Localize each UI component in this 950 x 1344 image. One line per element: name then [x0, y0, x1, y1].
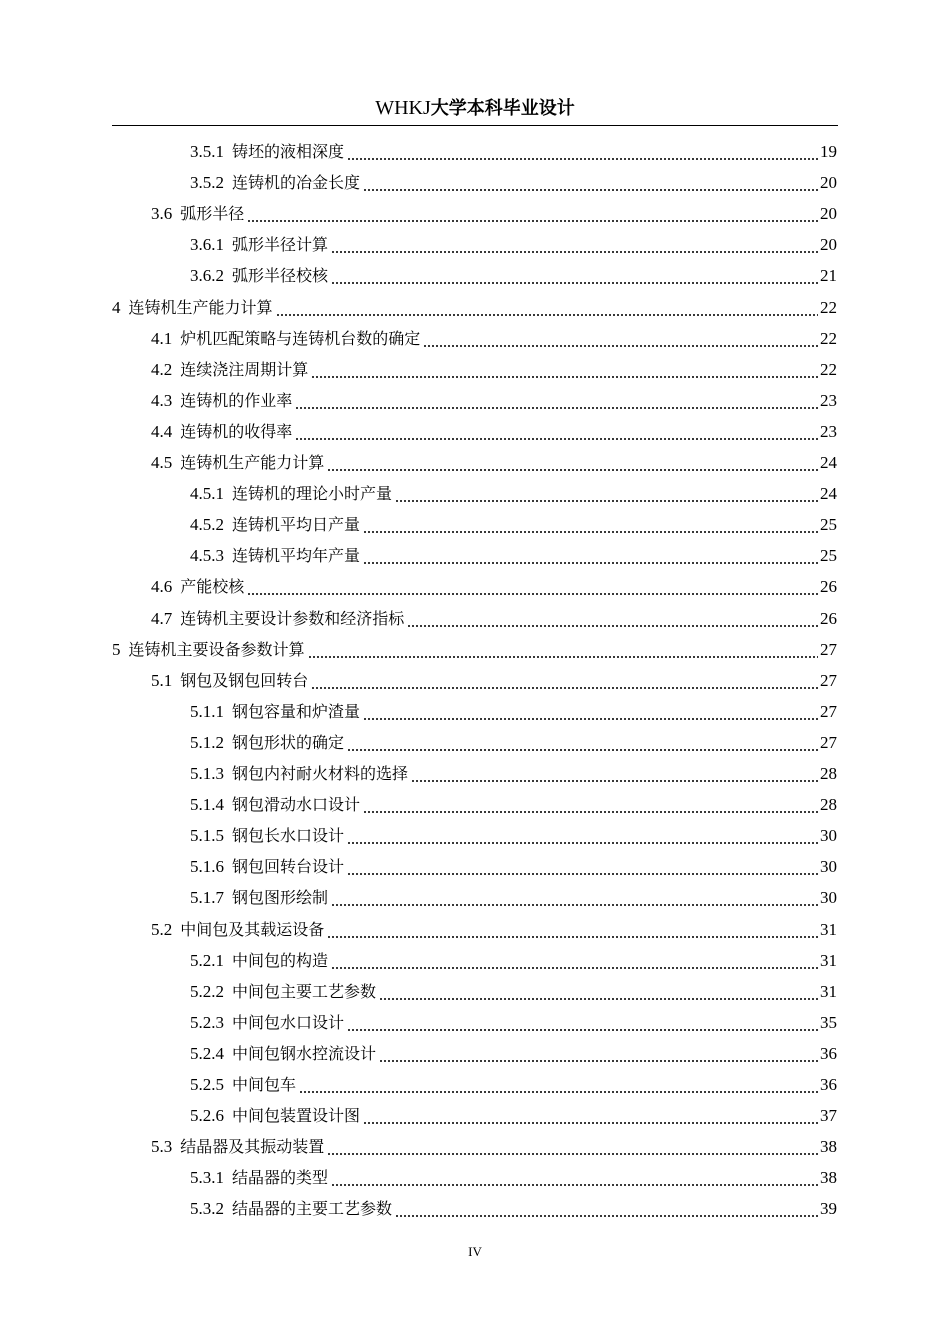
- toc-entry[interactable]: [190, 1073, 837, 1097]
- toc-entry[interactable]: [190, 762, 837, 786]
- toc-entry-page: 23: [820, 421, 837, 441]
- toc-dot-leader: [347, 140, 818, 164]
- toc-entry-page: 38: [820, 1137, 837, 1157]
- toc-dot-leader: [311, 358, 818, 382]
- toc-entry-page: 30: [820, 857, 837, 877]
- toc-entry-page: 38: [820, 1168, 837, 1188]
- toc-entry-page: 27: [820, 732, 837, 752]
- toc-dot-leader: [347, 731, 818, 755]
- toc-entry-number: 3.5.2: [190, 173, 224, 193]
- toc-entry-title: 连铸机主要设备参数计算: [128, 639, 305, 659]
- toc-entry[interactable]: [190, 949, 837, 973]
- toc-entry-page: 21: [820, 266, 837, 286]
- toc-entry-title: 连铸机的收得率: [180, 421, 293, 441]
- toc-entry-number: 5.2.6: [190, 1106, 224, 1126]
- toc-entry[interactable]: [190, 1011, 837, 1035]
- toc-entry-page: 28: [820, 795, 837, 815]
- toc-dot-leader: [295, 389, 818, 413]
- page-number: IV: [468, 1244, 482, 1259]
- toc-entry-number: 3.6: [151, 204, 173, 224]
- toc-entry-title: 钢包滑动水口设计: [232, 795, 361, 815]
- toc-entry[interactable]: [151, 327, 837, 351]
- toc-entry-number: 5.1: [151, 670, 173, 690]
- toc-entry-page: 30: [820, 888, 837, 908]
- toc-entry-number: 4.1: [151, 328, 173, 348]
- toc-dot-leader: [299, 1073, 818, 1097]
- toc-dot-leader: [331, 1166, 818, 1190]
- toc-dot-leader: [331, 886, 818, 910]
- toc-entry-page: 35: [820, 1012, 837, 1032]
- toc-dot-leader: [247, 575, 818, 599]
- toc-entry[interactable]: [190, 264, 837, 288]
- toc-entry-number: 4.7: [151, 608, 173, 628]
- page-header: [0, 96, 950, 121]
- toc-entry-number: 3.6.2: [190, 266, 224, 286]
- toc-entry-number: 5: [112, 639, 121, 659]
- toc-entry-title: 产能校核: [180, 577, 245, 597]
- toc-entry-title: 钢包内衬耐火材料的选择: [232, 764, 409, 783]
- toc-dot-leader: [363, 700, 818, 724]
- toc-entry-page: 36: [820, 1043, 837, 1063]
- toc-entry-page: 31: [820, 950, 837, 970]
- toc-entry[interactable]: [190, 1197, 837, 1221]
- toc-entry[interactable]: [190, 482, 837, 506]
- toc-entry-page: 22: [820, 328, 837, 348]
- toc-entry-title: 弧形半径: [180, 204, 245, 224]
- toc-entry-page: 36: [820, 1075, 837, 1094]
- header-school-code: WHKJ: [375, 97, 431, 119]
- toc-dot-leader: [395, 482, 818, 506]
- toc-entry-number: 5.1.1: [190, 701, 224, 721]
- toc-entry-page: 25: [820, 515, 837, 535]
- toc-dot-leader: [308, 638, 818, 662]
- toc-entry[interactable]: [151, 389, 837, 413]
- toc-entry-number: 5.2.2: [190, 981, 224, 1001]
- toc-entry[interactable]: [151, 202, 837, 226]
- toc-entry-page: 20: [820, 235, 837, 255]
- toc-entry-title: 结晶器的类型: [232, 1168, 329, 1188]
- toc-entry[interactable]: [190, 700, 837, 724]
- toc-dot-leader: [295, 420, 818, 444]
- toc-entry-title: 中间包的构造: [232, 950, 329, 970]
- toc-entry[interactable]: [151, 669, 837, 693]
- toc-entry-number: 3.6.1: [190, 235, 224, 255]
- toc-entry-page: 24: [820, 484, 837, 504]
- toc-entry-page: 37: [820, 1106, 837, 1126]
- toc-entry-page: 19: [820, 142, 837, 161]
- toc-entry[interactable]: [190, 171, 837, 195]
- toc-dot-leader: [363, 171, 818, 195]
- toc-entry-number: 5.1.7: [190, 888, 224, 908]
- toc-entry-page: 39: [820, 1199, 837, 1219]
- toc-entry-number: 5.1.2: [190, 732, 224, 752]
- toc-entry-title: 炉机匹配策略与连铸机台数的确定: [180, 328, 421, 348]
- toc-entry[interactable]: [151, 1135, 837, 1159]
- toc-dot-leader: [311, 669, 818, 693]
- toc-entry-title: 钢包容量和炉渣量: [232, 701, 361, 721]
- toc-entry-page: 30: [820, 826, 837, 846]
- toc-entry[interactable]: [190, 793, 837, 817]
- toc-entry-page: 27: [820, 701, 837, 721]
- toc-entry-title: 钢包形状的确定: [232, 732, 345, 752]
- toc-entry-number: 5.1.5: [190, 826, 224, 846]
- toc-dot-leader: [276, 296, 818, 320]
- toc-entry-number: 4.3: [151, 390, 173, 410]
- toc-entry-title: 结晶器及其振动装置: [180, 1137, 325, 1157]
- toc-entry[interactable]: [190, 1104, 837, 1128]
- toc-entry-page: 24: [820, 453, 837, 472]
- toc-dot-leader: [347, 855, 818, 879]
- header-title: 大学本科毕业设计: [430, 98, 575, 119]
- toc-entry-title: 中间包钢水控流设计: [232, 1043, 377, 1063]
- toc-entry-title: 钢包回转台设计: [232, 857, 345, 877]
- toc-entry-number: 5.2.4: [190, 1043, 224, 1063]
- toc-entry-number: 5.2.3: [190, 1012, 224, 1032]
- toc-dot-leader: [327, 1135, 818, 1159]
- toc-entry[interactable]: [190, 233, 837, 257]
- toc-entry-number: 5.1.3: [190, 764, 224, 783]
- toc-dot-leader: [347, 1011, 818, 1035]
- toc-entry-number: 4.5.2: [190, 515, 224, 535]
- toc-entry-page: 22: [820, 297, 837, 317]
- toc-dot-leader: [363, 544, 818, 568]
- toc-entry-title: 连铸机的作业率: [180, 390, 293, 410]
- toc-entry-title: 连铸机生产能力计算: [180, 453, 325, 472]
- toc-dot-leader: [379, 980, 818, 1004]
- toc-entry[interactable]: [190, 980, 837, 1004]
- toc-entry[interactable]: [151, 420, 837, 444]
- toc-entry-number: 5.2: [151, 919, 173, 939]
- toc-entry-page: 20: [820, 173, 837, 193]
- toc-entry-page: 20: [820, 204, 837, 224]
- toc-entry[interactable]: [112, 296, 837, 320]
- toc-entry-title: 中间包水口设计: [232, 1012, 345, 1032]
- toc-dot-leader: [407, 607, 818, 631]
- toc-entry[interactable]: [190, 513, 837, 537]
- toc-entry[interactable]: [190, 1042, 837, 1066]
- toc-dot-leader: [347, 824, 818, 848]
- toc-entry[interactable]: [190, 886, 837, 910]
- toc-dot-leader: [363, 793, 818, 817]
- toc-entry-title: 弧形半径校核: [232, 266, 329, 286]
- toc-entry-number: 4.6: [151, 577, 173, 597]
- toc-entry-title: 连铸机主要设计参数和经济指标: [180, 608, 405, 628]
- header-rule: [112, 125, 838, 126]
- toc-entry[interactable]: [190, 544, 837, 568]
- toc-dot-leader: [423, 327, 818, 351]
- toc-entry-title: 结晶器的主要工艺参数: [232, 1199, 393, 1219]
- toc-entry-number: 5.1.6: [190, 857, 224, 877]
- toc-entry-title: 连铸机的冶金长度: [232, 173, 361, 193]
- toc-entry[interactable]: [190, 731, 837, 755]
- toc-dot-leader: [395, 1197, 818, 1221]
- toc-entry-page: 27: [820, 670, 837, 690]
- toc-entry-page: 31: [820, 919, 837, 939]
- toc-entry-number: 5.1.4: [190, 795, 224, 815]
- toc-entry-title: 连铸机平均年产量: [232, 546, 361, 566]
- toc-dot-leader: [331, 233, 818, 257]
- toc-dot-leader: [363, 1104, 818, 1128]
- toc-entry-title: 中间包装置设计图: [232, 1106, 361, 1126]
- toc-entry-page: 27: [820, 639, 837, 659]
- toc-dot-leader: [327, 918, 818, 942]
- toc-entry-number: 5.3.1: [190, 1168, 224, 1188]
- toc-entry-title: 中间包主要工艺参数: [232, 981, 377, 1001]
- toc-entry-page: 22: [820, 359, 837, 379]
- toc-entry-number: 4.5.3: [190, 546, 224, 566]
- toc-entry-page: 31: [820, 981, 837, 1001]
- toc-entry[interactable]: [190, 824, 837, 848]
- toc-dot-leader: [379, 1042, 818, 1066]
- toc-entry-number: 5.2.1: [190, 950, 224, 970]
- toc-entry-number: 5.3: [151, 1137, 173, 1157]
- toc-dot-leader: [363, 513, 818, 537]
- toc-entry-title: 铸坯的液相深度: [232, 142, 345, 161]
- toc-entry-number: 4.5: [151, 453, 173, 472]
- toc-dot-leader: [247, 202, 818, 226]
- toc-entry-title: 连铸机的理论小时产量: [232, 484, 393, 504]
- toc-entry-number: 4.2: [151, 359, 173, 379]
- toc-entry[interactable]: [151, 451, 837, 475]
- toc-entry-title: 钢包图形绘制: [232, 888, 329, 908]
- toc-entry-number: 5.3.2: [190, 1199, 224, 1219]
- toc-dot-leader: [327, 451, 818, 475]
- toc-entry-title: 连铸机平均日产量: [232, 515, 361, 535]
- toc-entry-title: 钢包长水口设计: [232, 826, 345, 846]
- toc-entry-title: 钢包及钢包回转台: [180, 670, 309, 690]
- toc-entry-number: 3.5.1: [190, 142, 224, 161]
- toc-entry[interactable]: [190, 1166, 837, 1190]
- toc-entry-title: 连续浇注周期计算: [180, 359, 309, 379]
- toc-entry[interactable]: [112, 638, 837, 662]
- toc-entry-title: 弧形半径计算: [232, 235, 329, 255]
- toc-dot-leader: [411, 762, 818, 786]
- toc-entry[interactable]: [151, 358, 837, 382]
- toc-dot-leader: [331, 949, 818, 973]
- toc-entry[interactable]: [151, 918, 837, 942]
- toc-dot-leader: [331, 264, 818, 288]
- toc-entry[interactable]: [151, 575, 837, 599]
- toc-entry-page: 26: [820, 577, 837, 597]
- toc-entry-page: 28: [820, 764, 837, 783]
- toc-entry-number: 4: [112, 297, 121, 317]
- toc-entry-title: 中间包及其载运设备: [180, 919, 325, 939]
- toc-entry-number: 4.5.1: [190, 484, 224, 504]
- toc-entry[interactable]: [190, 855, 837, 879]
- toc-entry[interactable]: [151, 607, 837, 631]
- toc-entry-page: 23: [820, 390, 837, 410]
- toc-entry[interactable]: [190, 140, 837, 164]
- toc-entry-title: 连铸机生产能力计算: [128, 297, 273, 317]
- toc-entry-page: 25: [820, 546, 837, 566]
- toc-entry-page: 26: [820, 608, 837, 628]
- toc-entry-title: 中间包车: [232, 1075, 297, 1094]
- toc-entry-number: 5.2.5: [190, 1075, 224, 1094]
- toc-entry-number: 4.4: [151, 421, 173, 441]
